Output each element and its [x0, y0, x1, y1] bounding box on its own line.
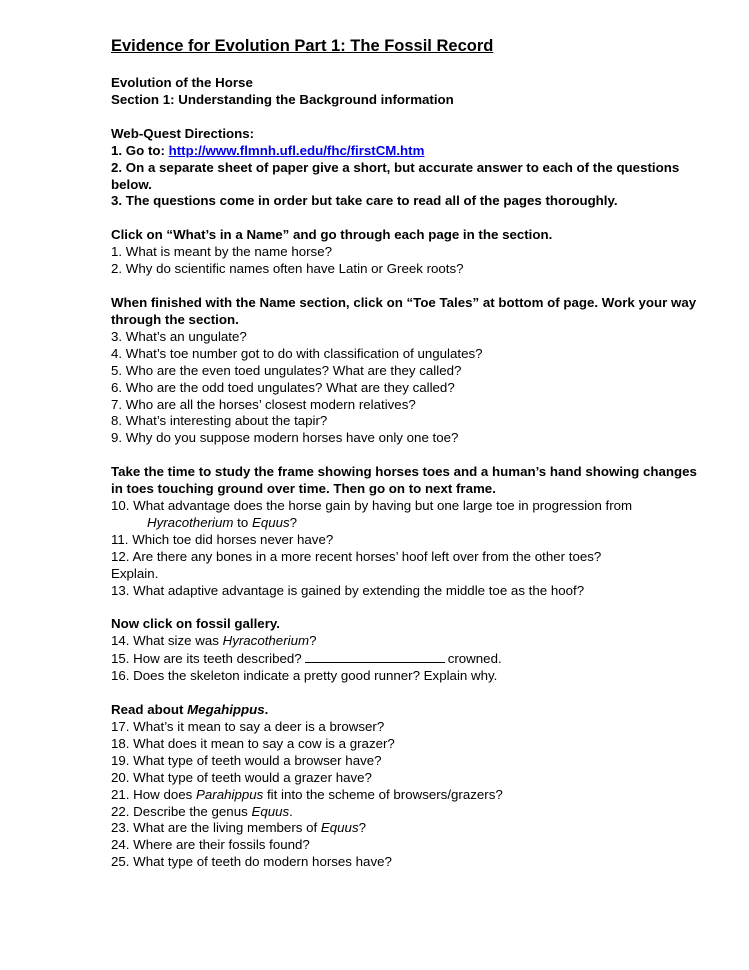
question-21	[111, 787, 711, 804]
q15-suffix: crowned.	[447, 651, 502, 667]
question-2: 2. Why do scientific names often have Latin or Greek roots?	[111, 261, 464, 277]
question-13: 13. What adaptive advantage is gained by extending the middle toe as the hoof?	[111, 582, 585, 598]
q10-to: to	[233, 514, 252, 530]
directions-heading: Web-Quest Directions:	[111, 125, 255, 141]
gallery-section-heading: Now click on fossil gallery.	[111, 616, 280, 632]
q21-rest: fit into the scheme of browsers/grazers?	[263, 786, 503, 802]
genus-hyracotherium: Hyracotherium	[147, 514, 234, 530]
genus-equus: Equus	[251, 514, 290, 530]
direction-1-text: 1. Go to:	[111, 142, 169, 158]
frame-section-heading: Take the time to study the frame showing horses toes and a human’s hand showing changes in toes touching ground over time. Then go on to next frame.	[111, 464, 697, 497]
mega-heading-text: Read about	[111, 702, 188, 718]
name-section-heading: Click on “What’s in a Name” and go through each page in the section.	[111, 227, 553, 243]
question-12: 12. Are there any bones in a more recent horses’ hoof left over from the other toes?	[111, 548, 602, 564]
question-9: 9. Why do you suppose modern horses have only one toe?	[111, 430, 459, 446]
q15-text: 15. How are its teeth described?	[111, 651, 302, 667]
q22-period: .	[289, 803, 293, 819]
fossil-site-link[interactable]: http://www.flmnh.ufl.edu/fhc/firstCM.htm	[168, 142, 425, 158]
question-12-cont: Explain.	[111, 565, 159, 581]
worksheet-page	[111, 36, 711, 871]
mega-section-heading	[111, 702, 711, 719]
question-5: 5. Who are the even toed ungulates? What are they called?	[111, 362, 462, 378]
question-1: 1. What is meant by the name horse?	[111, 244, 332, 260]
question-7: 7. Who are all the horses’ closest modern relatives?	[111, 396, 416, 412]
section-heading: Section 1: Understanding the Background information	[111, 91, 454, 107]
q14-text: 14. What size was	[111, 633, 223, 649]
q21-text: 21. How does	[111, 786, 197, 802]
question-4: 4. What’s toe number got to do with classification of ungulates?	[111, 345, 483, 361]
question-8: 8. What’s interesting about the tapir?	[111, 413, 328, 429]
question-3: 3. What’s an ungulate?	[111, 328, 247, 344]
question-11: 11. Which toe did horses never have?	[111, 531, 334, 547]
q14-genus: Hyracotherium	[222, 633, 310, 649]
direction-2: 2. On a separate sheet of paper give a short, but accurate answer to each of the questions below.	[111, 159, 680, 192]
q21-genus: Parahippus	[196, 786, 264, 802]
question-17: 17. What’s it mean to say a deer is a browser?	[111, 719, 385, 734]
page-title: Evidence for Evolution Part 1: The Fossil Record	[111, 37, 494, 55]
q22-genus: Equus	[251, 803, 290, 819]
question-25: 25. What type of teeth do modern horses have?	[111, 854, 392, 870]
question-23	[111, 820, 711, 837]
toe-section-heading: When finished with the Name section, click on “Toe Tales” at bottom of page. Work your way through the section.	[111, 295, 697, 327]
direction-3: 3. The questions come in order but take care to read all of the pages thoroughly.	[111, 193, 618, 209]
q22-text: 22. Describe the genus	[111, 803, 252, 819]
subtitle: Evolution of the Horse	[111, 75, 253, 90]
answer-blank[interactable]	[305, 650, 445, 663]
q23-qmark: ?	[358, 820, 366, 836]
question-24: 24. Where are their fossils found?	[111, 837, 310, 853]
q23-genus: Equus	[320, 820, 359, 836]
question-6: 6. Who are the odd toed ungulates? What are they called?	[111, 379, 455, 395]
direction-1	[111, 143, 711, 160]
question-22	[111, 804, 711, 821]
question-15	[111, 650, 711, 668]
question-18: 18. What does it mean to say a cow is a grazer?	[111, 735, 395, 751]
mega-heading-period: .	[264, 702, 269, 718]
mega-heading-genus: Megahippus	[187, 702, 265, 718]
question-19: 19. What type of teeth would a browser have?	[111, 752, 382, 768]
q14-qmark: ?	[309, 633, 317, 649]
question-10-cont	[111, 515, 711, 532]
q10-qmark: ?	[289, 514, 298, 530]
question-20: 20. What type of teeth would a grazer have?	[111, 769, 372, 785]
question-16: 16. Does the skeleton indicate a pretty good runner? Explain why.	[111, 668, 498, 684]
question-14	[111, 633, 711, 650]
q23-text: 23. What are the living members of	[111, 820, 321, 836]
question-10: 10. What advantage does the horse gain by having but one large toe in progression from	[111, 498, 633, 514]
